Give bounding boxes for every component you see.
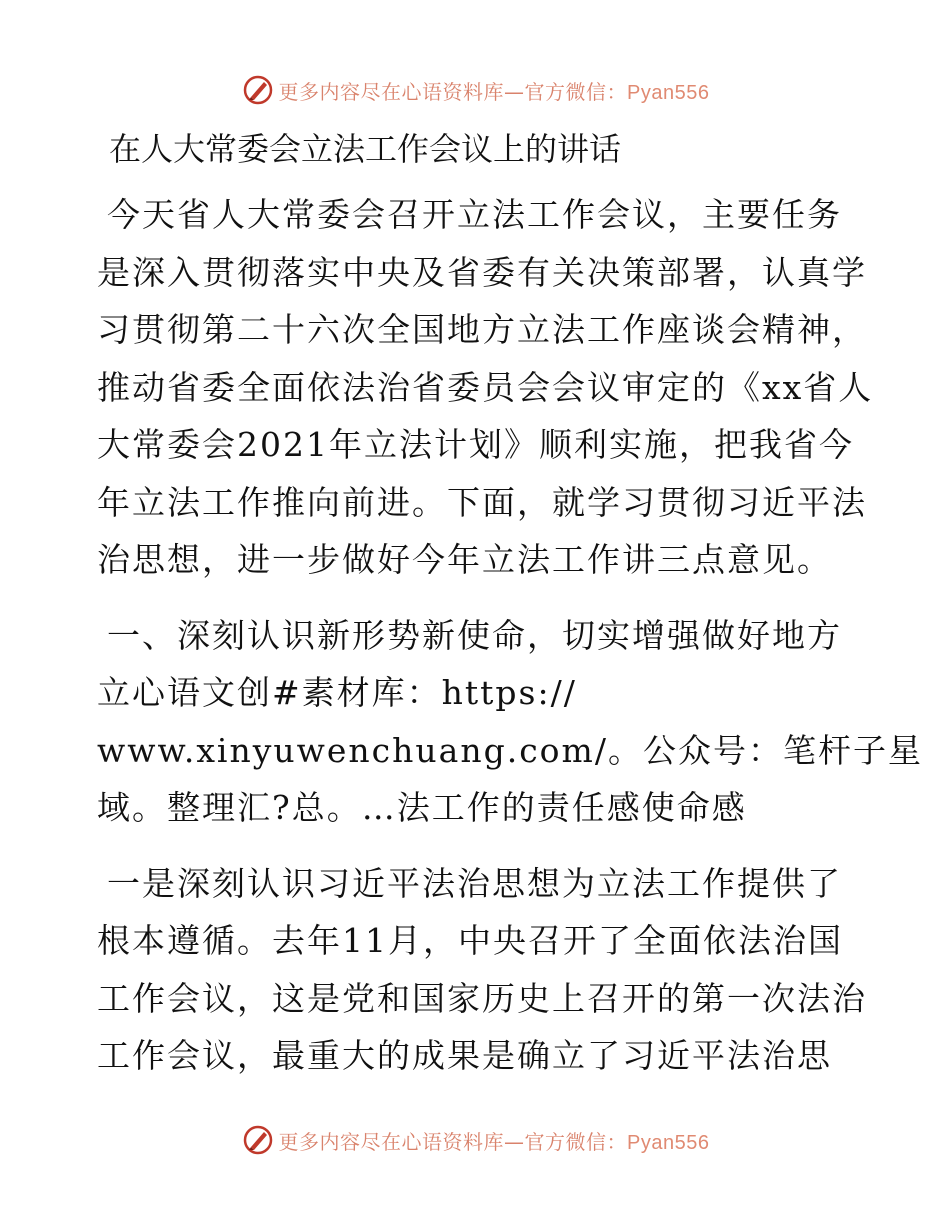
paragraph-line: 根本遵循。去年11月，中央召开了全面依法治国 [97, 921, 843, 960]
watermark-label: 更多内容尽在心语资料库—官方微信： [278, 1129, 628, 1154]
paragraph-line: 域。整理汇?总。…法工作的责任感使命感 [97, 788, 747, 827]
paragraph-intro [97, 186, 887, 589]
paragraph-point-one [97, 855, 887, 1085]
pen-logo-icon [241, 73, 275, 107]
watermark-text [279, 1126, 710, 1155]
paragraph-line: 今天省人大常委会召开立法工作会议，主要任务 [107, 195, 842, 234]
paragraph-section-heading [97, 607, 923, 837]
footer-watermark-banner [0, 1120, 950, 1160]
watermark-handle: Pyan556 [627, 1131, 710, 1154]
pen-logo-icon [241, 1123, 275, 1157]
document-title: 在人大常委会立法工作会议上的讲话 [109, 130, 622, 168]
paragraph-line: 工作会议，这是党和国家历史上召开的第一次法治 [97, 978, 867, 1018]
paragraph-line: 年立法工作推向前进。下面，就学习贯彻习近平法 [97, 482, 867, 522]
watermark-handle: Pyan556 [627, 81, 710, 104]
paragraph-line: 推动省委全面依法治省委员会会议审定的《xx省人 [97, 367, 874, 407]
watermark-label: 更多内容尽在心语资料库—官方微信： [278, 79, 628, 104]
paragraph-line: www.xinyuwenchuang.com/。公众号：笔杆子星 [97, 730, 923, 770]
paragraph-line: 大常委会2021年立法计划》顺利实施，把我省今 [97, 425, 854, 464]
paragraph-line: 是深入贯彻落实中央及省委有关决策部署，认真学 [97, 252, 867, 292]
paragraph-line: 一是深刻认识习近平法治思想为立法工作提供了 [107, 863, 842, 903]
paragraph-line: 立心语文创#素材库：https:// [97, 673, 577, 712]
paragraph-line: 习贯彻第二十六次全国地方立法工作座谈会精神， [97, 310, 867, 349]
paragraph-line: 治思想，进一步做好今年立法工作讲三点意见。 [97, 540, 832, 579]
document-body [97, 120, 923, 1103]
watermark-text [279, 76, 710, 105]
paragraph-line: 一、深刻认识新形势新使命，切实增强做好地方 [107, 615, 842, 655]
paragraph-line: 工作会议，最重大的成果是确立了习近平法治思 [97, 1036, 832, 1075]
header-watermark-banner [0, 70, 950, 110]
